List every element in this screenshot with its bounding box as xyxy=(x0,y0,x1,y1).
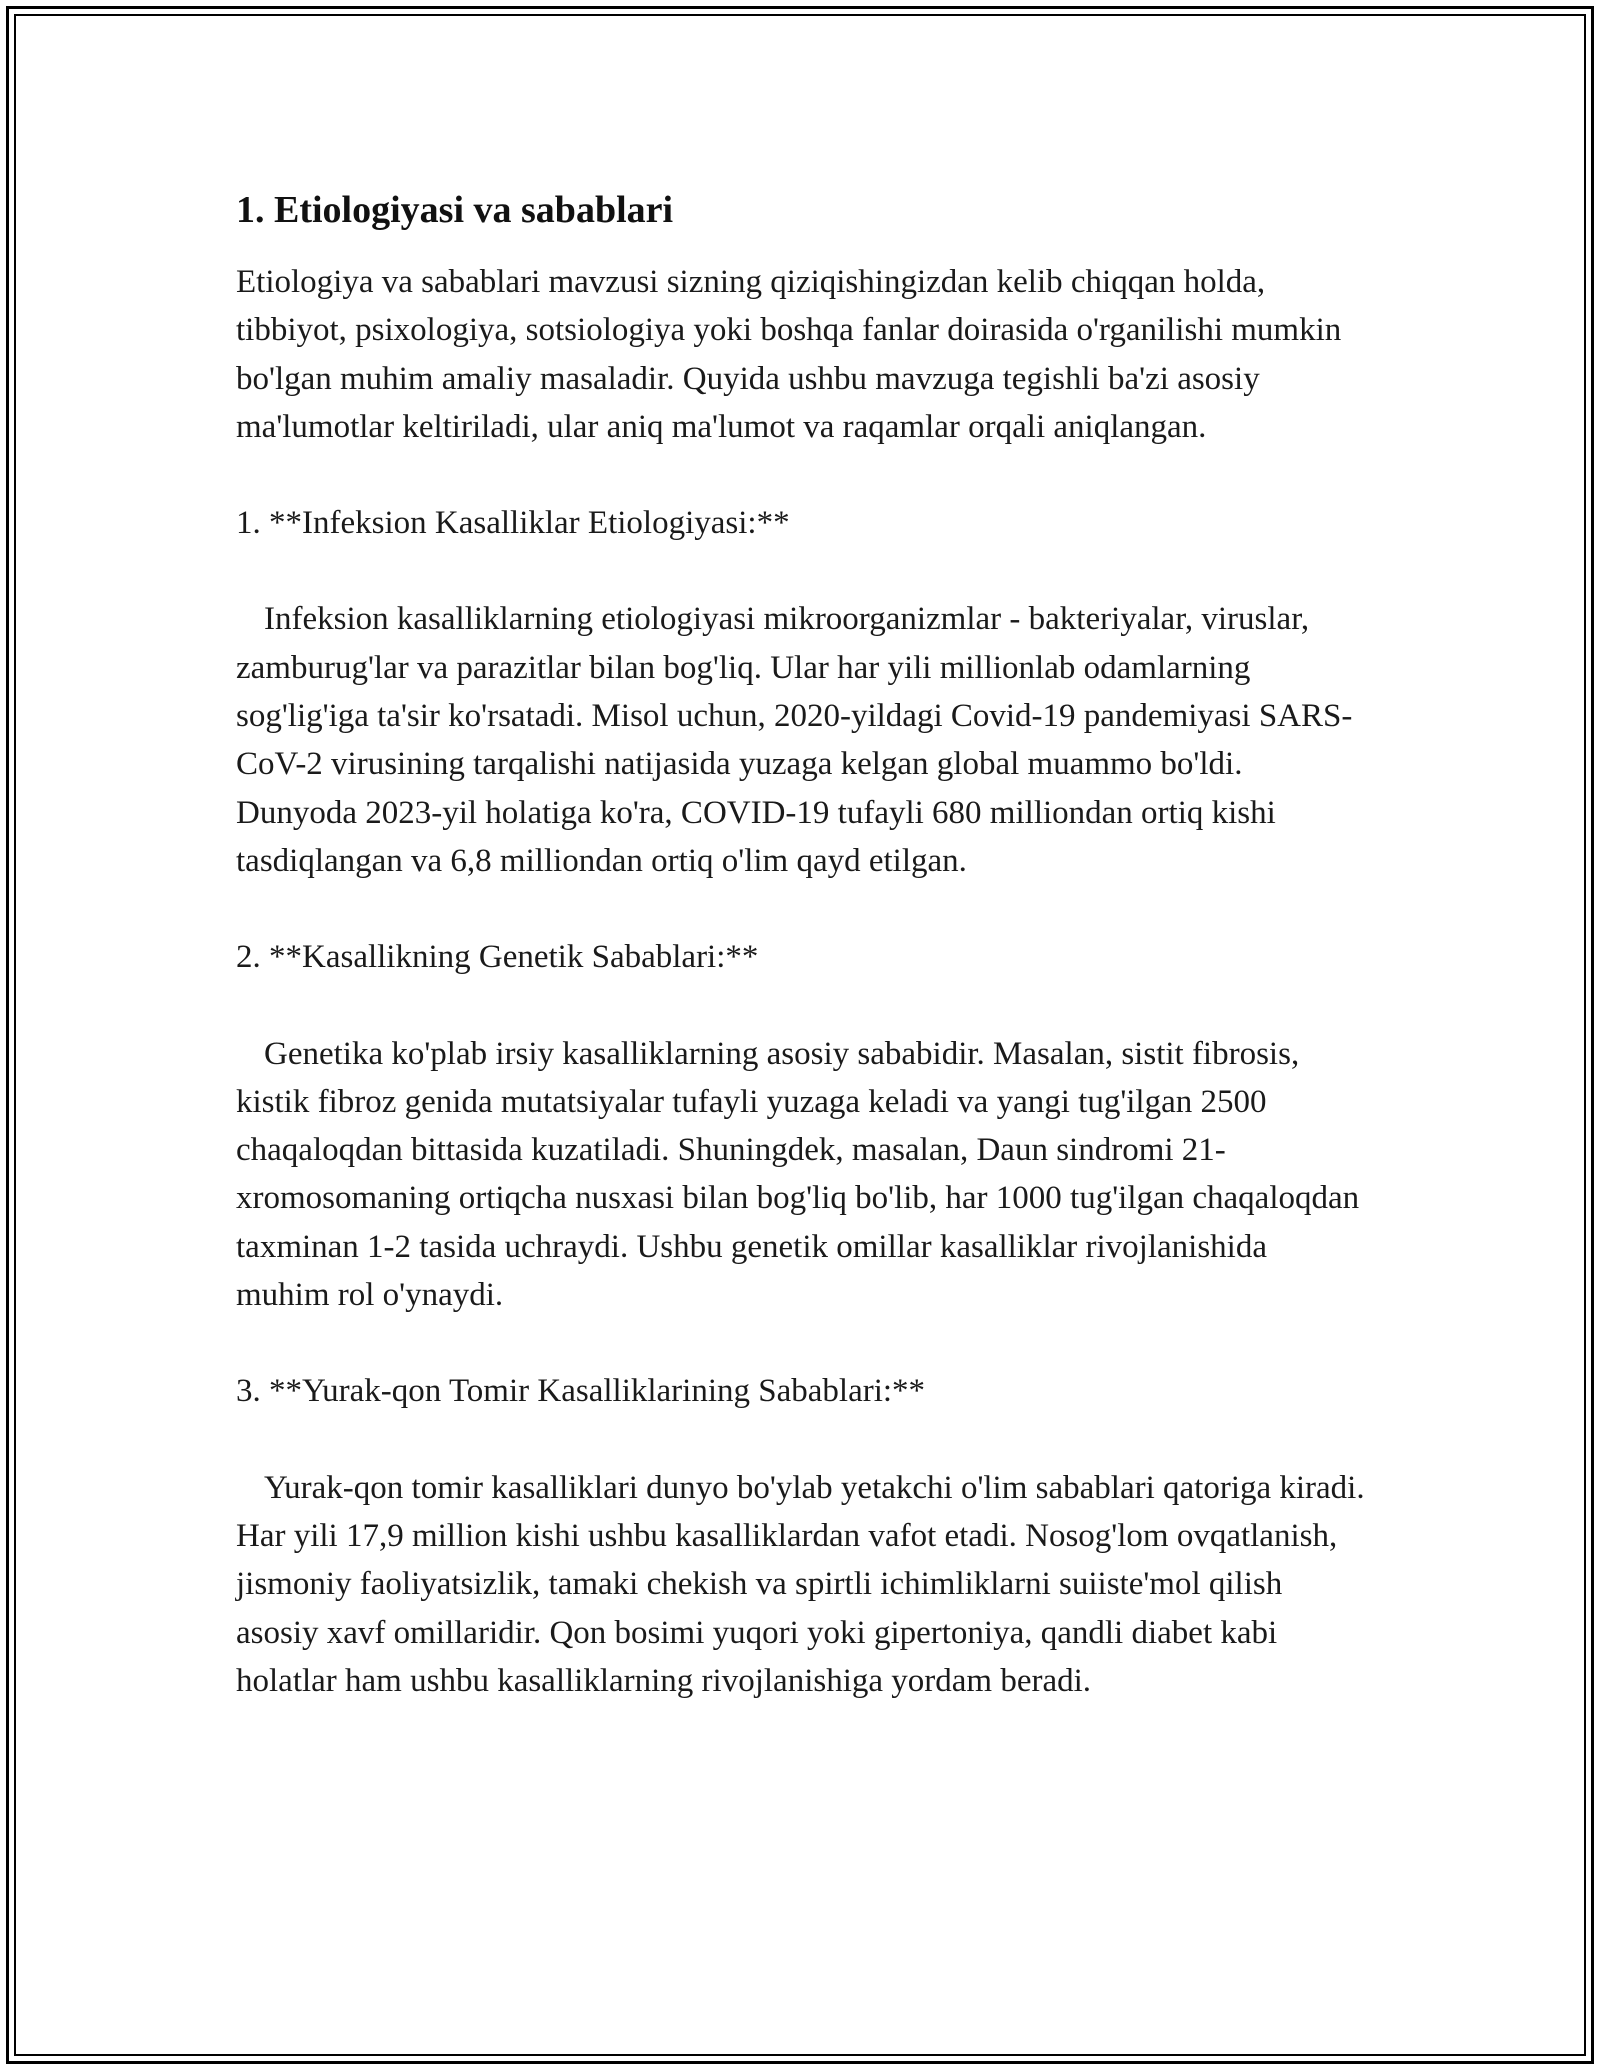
subsection-text-cardio: Yurak-qon tomir kasalliklari dunyo bo'ylab yetakchi o'lim sabablari qatoriga kiradi. Har yili 17,9 million kishi ushbu kasalliklardan vafot etadi. Nosog'lom ovqatlanish, jismoniy faoliyatsizlik, tamaki chekish va spirtli ichimliklarni suiiste'mol qilish asosiy xavf omillaridir. Qon bosimi yuqori yoki gipertoniya, qandli diabet kabi holatlar ham ushbu kasalliklarning rivojlanishiga yordam beradi. xyxy=(236,1469,1373,1699)
paragraph-spacer xyxy=(236,1416,1366,1464)
intro-paragraph: Etiologiya va sabablari mavzusi sizning qiziqishingizdan kelib chiqqan holda, tibbiyot, psixologiya, sotsiologiya yoki boshqa fanlar doirasida o'rganilishi mumkin bo'lgan muhim amaliy masaladir. Quyida ushbu mavzuga tegishli ba'zi asosiy ma'lumotlar keltiriladi, ular aniq ma'lumot va raqamlar orqali aniqlangan. xyxy=(236,264,1350,445)
subsection-title-infection: 1. **Infeksion Kasalliklar Etiologiyasi:** xyxy=(236,505,790,542)
subsection-title-genetic: 2. **Kasallikning Genetik Sabablari:** xyxy=(236,939,759,976)
subsection-title-cardio: 3. **Yurak-qon Tomir Kasalliklarining Sabablari:** xyxy=(236,1373,926,1410)
subsection-text-genetic: Genetika ko'plab irsiy kasalliklarning asosiy sababidir. Masalan, sistit fibrosis, kistik fibroz genida mutatsiyalar tufayli yuzaga keladi va yangi tug'ilgan 2500 chaqaloqdan bittasida kuzatiladi. Shuningdek, masalan, Daun sindromi 21-xromosomaning ortiqcha nusxasi bilan bog'liq bo'lib, har 1000 tug'ilgan chaqaloqdan taxminan 1-2 tasida uchraydi. Ushbu genetik omillar kasalliklar rivojlanishida muhim rol o'ynaydi. xyxy=(236,1035,1368,1314)
paragraph-spacer xyxy=(236,451,1366,499)
paragraph-spacer xyxy=(236,1319,1366,1367)
section-heading: 1. Etiologiyasi va sabablari xyxy=(236,189,674,231)
subsection-body-cardio xyxy=(236,1464,1373,1705)
subsection-body-genetic xyxy=(236,1030,1366,1320)
paragraph-spacer xyxy=(236,547,1366,595)
paragraph-spacer xyxy=(236,885,1366,933)
subsection-text-infection: Infeksion kasalliklarning etiologiyasi mikroorganizmlar - bakteriyalar, viruslar, zamburug'lar va parazitlar bilan bog'liq. Ular har yili millionlab odamlarning sog'lig'iga ta'sir ko'rsatadi. Misol uchun, 2020-yildagi Covid-19 pandemiyasi SARS-CoV-2 virusining tarqalishi natijasida yuzaga kelgan global muammo bo'ldi. Dunyoda 2023-yil holatiga ko'ra, COVID-19 tufayli 680 milliondan ortiq kishi tasdiqlangan va 6,8 milliondan ortiq o'lim qayd etilgan. xyxy=(236,601,1353,879)
subsection-body-infection xyxy=(236,595,1366,885)
paragraph-spacer xyxy=(236,982,1366,1030)
document-body xyxy=(236,186,1373,1705)
